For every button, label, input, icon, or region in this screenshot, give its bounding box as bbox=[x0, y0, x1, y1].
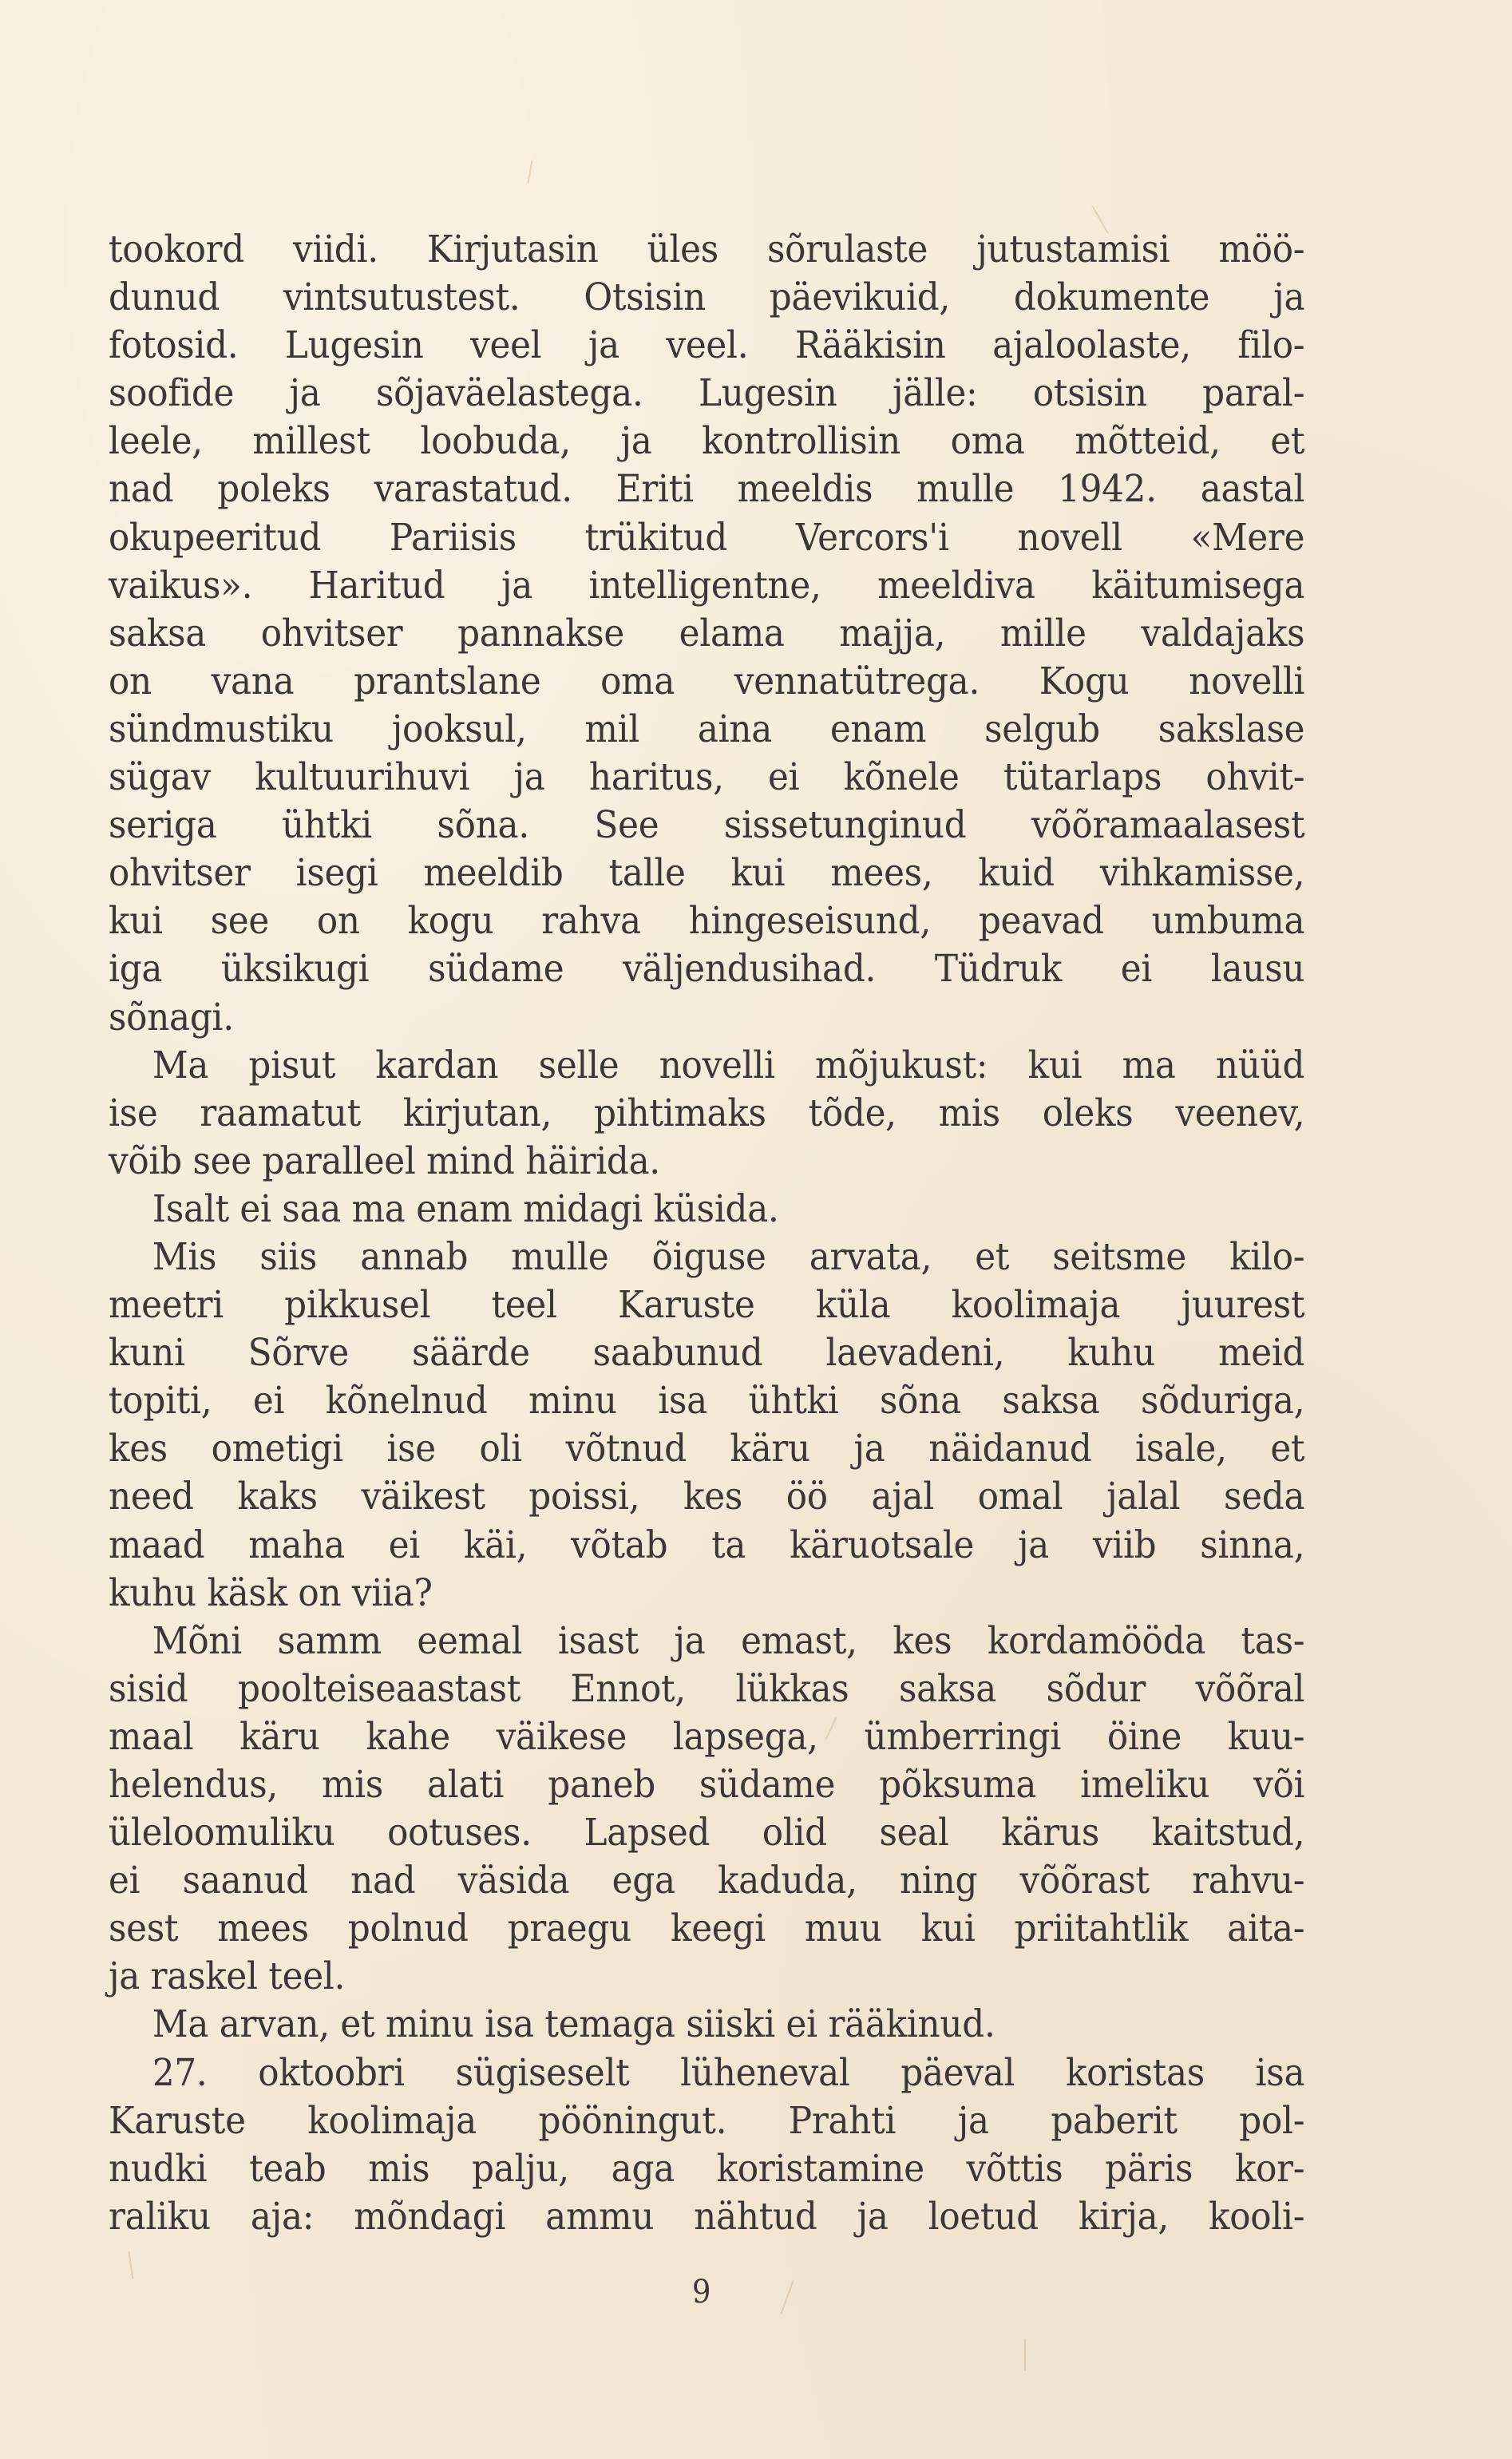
paragraph-first-line: Mõni samm eemal isast ja emast, kes kordamööda tas- bbox=[152, 1618, 1305, 1663]
text-line: üleloomuliku ootuses. Lapsed olid seal kärus kaitstud, bbox=[109, 1811, 1305, 1855]
text-line: Karuste koolimaja pööningut. Prahti ja paberit pol- bbox=[109, 2098, 1305, 2143]
text-line: okupeeritud Pariisis trükitud Vercors'i novell «Mere bbox=[109, 515, 1305, 560]
body-text bbox=[109, 226, 1304, 2241]
paper-fiber bbox=[527, 160, 532, 184]
paragraph-first-line: Mis siis annab mulle õiguse arvata, et seitsme kilo- bbox=[152, 1234, 1305, 1279]
text-line: dunud vintsutustest. Otsisin päevikuid, dokumente ja bbox=[109, 275, 1305, 320]
text-line: leele, millest loobuda, ja kontrollisin oma mõtteid, et bbox=[109, 419, 1305, 464]
text-line: ja raskel teel. bbox=[109, 1954, 346, 1999]
text-line: sest mees polnud praegu keegi muu kui priitahtlik aita- bbox=[109, 1907, 1305, 1951]
paragraph-first-line: Isalt ei saa ma enam midagi küsida. bbox=[152, 1186, 779, 1231]
paragraph-first-line: Ma arvan, et minu isa temaga siiski ei rääkinud. bbox=[152, 2002, 995, 2047]
text-line: ei saanud nad väsida ega kaduda, ning võõrast rahvu- bbox=[109, 1859, 1305, 1903]
text-line: need kaks väikest poissi, kes öö ajal omal jalal seda bbox=[109, 1475, 1305, 1519]
text-line: meetri pikkusel teel Karuste küla koolimaja juurest bbox=[109, 1283, 1305, 1328]
text-line: sisid poolteiseaastast Ennot, lükkas saksa sõdur võõral bbox=[109, 1666, 1305, 1711]
text-line: sõnagi. bbox=[109, 995, 234, 1039]
text-line: kes ometigi ise oli võtnud käru ja näidanud isale, et bbox=[109, 1427, 1305, 1471]
text-line: kuhu käsk on viia? bbox=[109, 1570, 433, 1615]
text-line: seriga ühtki sõna. See sissetunginud võõramaalasest bbox=[109, 803, 1305, 848]
text-line: kui see on kogu rahva hingeseisund, peavad umbuma bbox=[109, 899, 1305, 944]
text-line: vaikus». Haritud ja intelligentne, meeldiva käitumisega bbox=[109, 563, 1305, 608]
text-line: ohvitser isegi meeldib talle kui mees, kuid vihkamisse, bbox=[109, 851, 1305, 896]
text-line: maal käru kahe väikese lapsega, ümberringi öine kuu- bbox=[109, 1714, 1305, 1759]
text-line: võib see paralleel mind häirida. bbox=[109, 1138, 661, 1183]
text-line: helendus, mis alati paneb südame põksuma imeliku või bbox=[109, 1763, 1305, 1807]
text-line: maad maha ei käi, võtab ta käruotsale ja viib sinna, bbox=[109, 1523, 1305, 1567]
paragraph-first-line: 27. oktoobri sügiseselt lüheneval päeval koristas isa bbox=[152, 2050, 1305, 2095]
paragraph-first-line: Ma pisut kardan selle novelli mõjukust: kui ma nüüd bbox=[152, 1043, 1305, 1087]
text-line: sündmustiku jooksul, mil aina enam selgub sakslase bbox=[109, 707, 1305, 751]
text-line: fotosid. Lugesin veel ja veel. Rääkisin ajaloolaste, filo- bbox=[109, 323, 1305, 368]
text-line: iga üksikugi südame väljendusihad. Tüdruk ei lausu bbox=[109, 947, 1305, 992]
text-line: topiti, ei kõnelnud minu isa ühtki sõna saksa sõduriga, bbox=[109, 1379, 1305, 1424]
paper-fiber bbox=[780, 2280, 794, 2314]
text-line: raliku aja: mõndagi ammu nähtud ja loetud kirja, kooli- bbox=[109, 2194, 1305, 2239]
text-line: soofide ja sõjaväelastega. Lugesin jälle: otsisin paral- bbox=[109, 371, 1305, 416]
text-line: tookord viidi. Kirjutasin üles sõrulaste jutustamisi möö- bbox=[109, 228, 1305, 271]
text-line: sügav kultuurihuvi ja haritus, ei kõnele tütarlaps ohvit- bbox=[109, 755, 1305, 800]
text-line: saksa ohvitser pannakse elama majja, mille valdajaks bbox=[109, 611, 1305, 655]
text-line: kuni Sõrve säärde saabunud laevadeni, kuhu meid bbox=[109, 1331, 1305, 1376]
text-line: nudki teab mis palju, aga koristamine võttis päris kor- bbox=[109, 2146, 1305, 2191]
text-line: on vana prantslane oma vennatütrega. Kogu novelli bbox=[109, 659, 1305, 703]
paper-fiber bbox=[129, 2251, 134, 2279]
page-number: 9 bbox=[691, 2274, 711, 2311]
text-line: nad poleks varastatud. Eriti meeldis mulle 1942. aastal bbox=[109, 467, 1305, 512]
paper-fiber bbox=[1024, 2339, 1026, 2371]
text-line: ise raamatut kirjutan, pihtimaks tõde, mis oleks veenev, bbox=[109, 1091, 1305, 1135]
